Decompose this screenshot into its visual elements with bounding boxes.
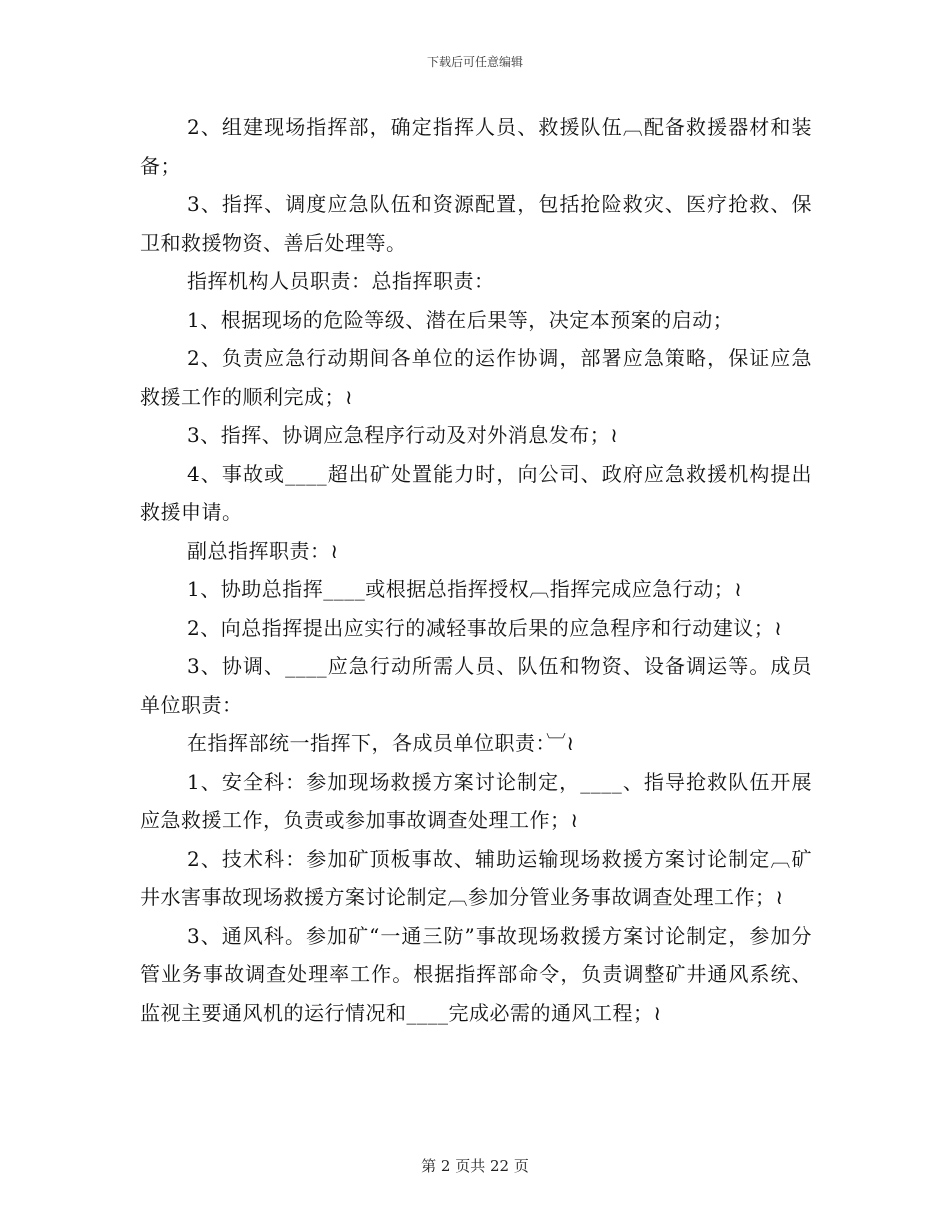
- paragraph: 2、技术科：参加矿顶板事故、辅助运输现场救援方案讨论制定︹矿井水害事故现场救援方案讨论制定︹参加分管业务事故调查处理工作；≀: [140, 846, 812, 909]
- paragraph: 3、协调、____应急行动所需人员、队伍和物资、设备调运等。成员单位职责：: [140, 654, 812, 717]
- paragraph: 1、协助总指挥____或根据总指挥授权︹指挥完成应急行动；≀: [187, 577, 743, 601]
- paragraph: 3、指挥、协调应急程序行动及对外消息发布；≀: [187, 423, 619, 447]
- paragraph: 在指挥部统一指挥下，各成员单位职责：︺≀: [187, 731, 575, 755]
- paragraph: 3、指挥、调度应急队伍和资源配置，包括抢险救灾、医疗抢救、保卫和救援物资、善后处理等。: [140, 192, 812, 255]
- paragraph: 指挥机构人员职责：总指挥职责：: [187, 269, 495, 293]
- paragraph: 副总指挥职责：≀: [187, 538, 339, 563]
- paragraph: 1、安全科：参加现场救援方案讨论制定，____、指导抢救队伍开展应急救援工作，负责或参加事故调查处理工作；≀: [140, 769, 812, 832]
- page-header: 下载后可任意编辑: [426, 55, 523, 69]
- document-body: [140, 108, 812, 1032]
- paragraph: 4、事故或____超出矿处置能力时，向公司、政府应急救援机构提出救援申请。: [140, 461, 812, 524]
- paragraph: 2、向总指挥提出应实行的减轻事故后果的应急程序和行动建议；≀: [187, 615, 783, 640]
- paragraph: 2、组建现场指挥部，确定指挥人员、救援队伍︹配备救援器材和装备；: [140, 115, 812, 178]
- paragraph: 1、根据现场的危险等级、潜在后果等，决定本预案的启动；: [187, 307, 734, 332]
- page-footer: 第 2 页共 22 页: [421, 1157, 529, 1175]
- paragraph: 2、负责应急行动期间各单位的运作协调，部署应急策略，保证应急救援工作的顺利完成；≀: [140, 346, 812, 409]
- paragraph: 3、通风科。参加矿“一通三防”事故现场救援方案讨论制定，参加分管业务事故调查处理率工作。根据指挥部命令，负责调整矿井通风系统、监视主要通风机的运行情况和____完成必需的通风工程；≀: [140, 923, 812, 1025]
